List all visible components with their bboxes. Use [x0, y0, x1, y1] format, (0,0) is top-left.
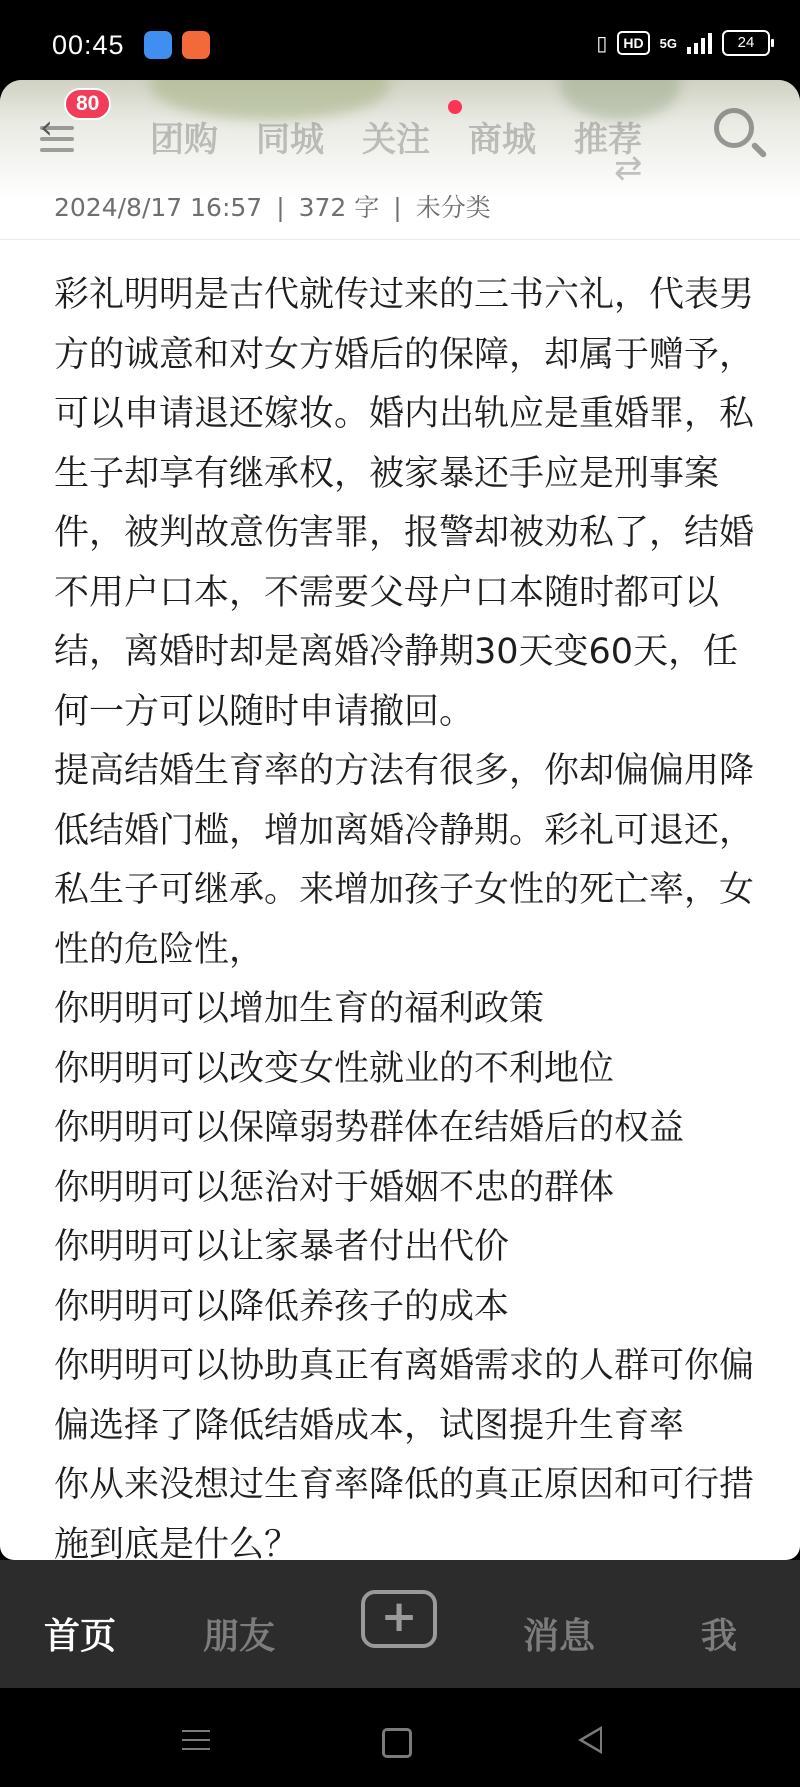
system-back-icon[interactable] [578, 1726, 602, 1754]
signal-icon [687, 32, 712, 54]
tab-local[interactable]: 同城 [256, 120, 324, 160]
search-icon[interactable] [714, 108, 754, 148]
status-time: 00:45 [52, 30, 125, 60]
hd-badge: HD [617, 31, 649, 55]
meta-separator: | [393, 193, 402, 222]
weather-app-icon [144, 31, 172, 59]
tab-recommend[interactable]: 推荐 [574, 120, 642, 160]
back-icon[interactable]: ‹ [40, 108, 53, 146]
tab-group-buy[interactable]: 团购 [150, 120, 218, 160]
system-nav-bar [0, 1688, 800, 1787]
notification-badge: 80 [64, 88, 111, 120]
paragraph: 你明明可以惩治对于婚姻不忠的群体 [54, 1167, 615, 1208]
article-date: 2024/8/17 16:57 [54, 193, 263, 222]
nav-tabs [150, 112, 642, 161]
status-right-group [596, 30, 770, 56]
meta-separator: | [276, 193, 285, 222]
paragraph: 你明明可以增加生育的福利政策 [54, 989, 545, 1029]
paragraph: 你明明可以改变女性就业的不利地位 [54, 1048, 615, 1089]
paragraph: 彩礼明明是古代就传过来的三书六礼，代表男方的诚意和对女方婚后的保障，却属于赠予，可以申请退还嫁妆。婚内出轨应是重婚罪，私生子却享有继承权，被家暴还手应是刑事案件，被判故意伤害罪，报警却被劝私了，结婚不用户口本，不需要父母户口本随时都可以结，离婚时却是离婚冷静期30天变60天，任何一方可以随时申请撤回。 [54, 275, 755, 732]
battery-icon: 24 [722, 30, 770, 56]
tab-me[interactable]: 我 [701, 1616, 738, 1657]
tab-messages[interactable]: 消息 [523, 1616, 596, 1657]
tab-following[interactable]: 关注 [362, 120, 430, 160]
article-category: 未分类 [415, 193, 491, 222]
share-icon[interactable]: ⇄ [614, 148, 643, 188]
paragraph: 你明明可以降低养孩子的成本 [54, 1286, 510, 1327]
paragraph: 你从来没想过生育率降低的真正原因和可行措施到底是什么？ [54, 1465, 755, 1560]
divider [0, 239, 800, 240]
vibrate-icon: ▯ [596, 31, 608, 55]
top-nav-overlay [0, 80, 800, 220]
add-button[interactable]: + [361, 1590, 437, 1648]
bottom-tab-bar [0, 1560, 800, 1688]
paragraph: 你明明可以协助真正有离婚需求的人群可你偏偏选择了降低结婚成本，试图提升生育率 [54, 1346, 755, 1446]
status-bar [0, 0, 800, 86]
article-meta [54, 188, 491, 224]
article-word-count: 372 字 [298, 193, 380, 222]
paragraph: 你明明可以保障弱势群体在结婚后的权益 [54, 1108, 685, 1148]
article-card [0, 80, 800, 1560]
tab-home[interactable]: 首页 [44, 1616, 117, 1657]
tab-friends[interactable]: 朋友 [203, 1616, 276, 1657]
tab-mall[interactable]: 商城 [468, 120, 536, 160]
network-type: 5G [659, 35, 677, 51]
orange-app-icon [182, 31, 210, 59]
paragraph: 提高结婚生育率的方法有很多，你却偏偏用降低结婚门槛，增加离婚冷静期。彩礼可退还，私生子可继承。来增加孩子女性的死亡率，女性的危险性， [54, 751, 755, 970]
home-icon[interactable] [382, 1728, 412, 1758]
paragraph: 你明明可以让家暴者付出代价 [54, 1227, 510, 1267]
recent-apps-icon[interactable] [182, 1730, 210, 1757]
article-body [54, 266, 754, 1560]
tab-red-dot [448, 100, 462, 114]
